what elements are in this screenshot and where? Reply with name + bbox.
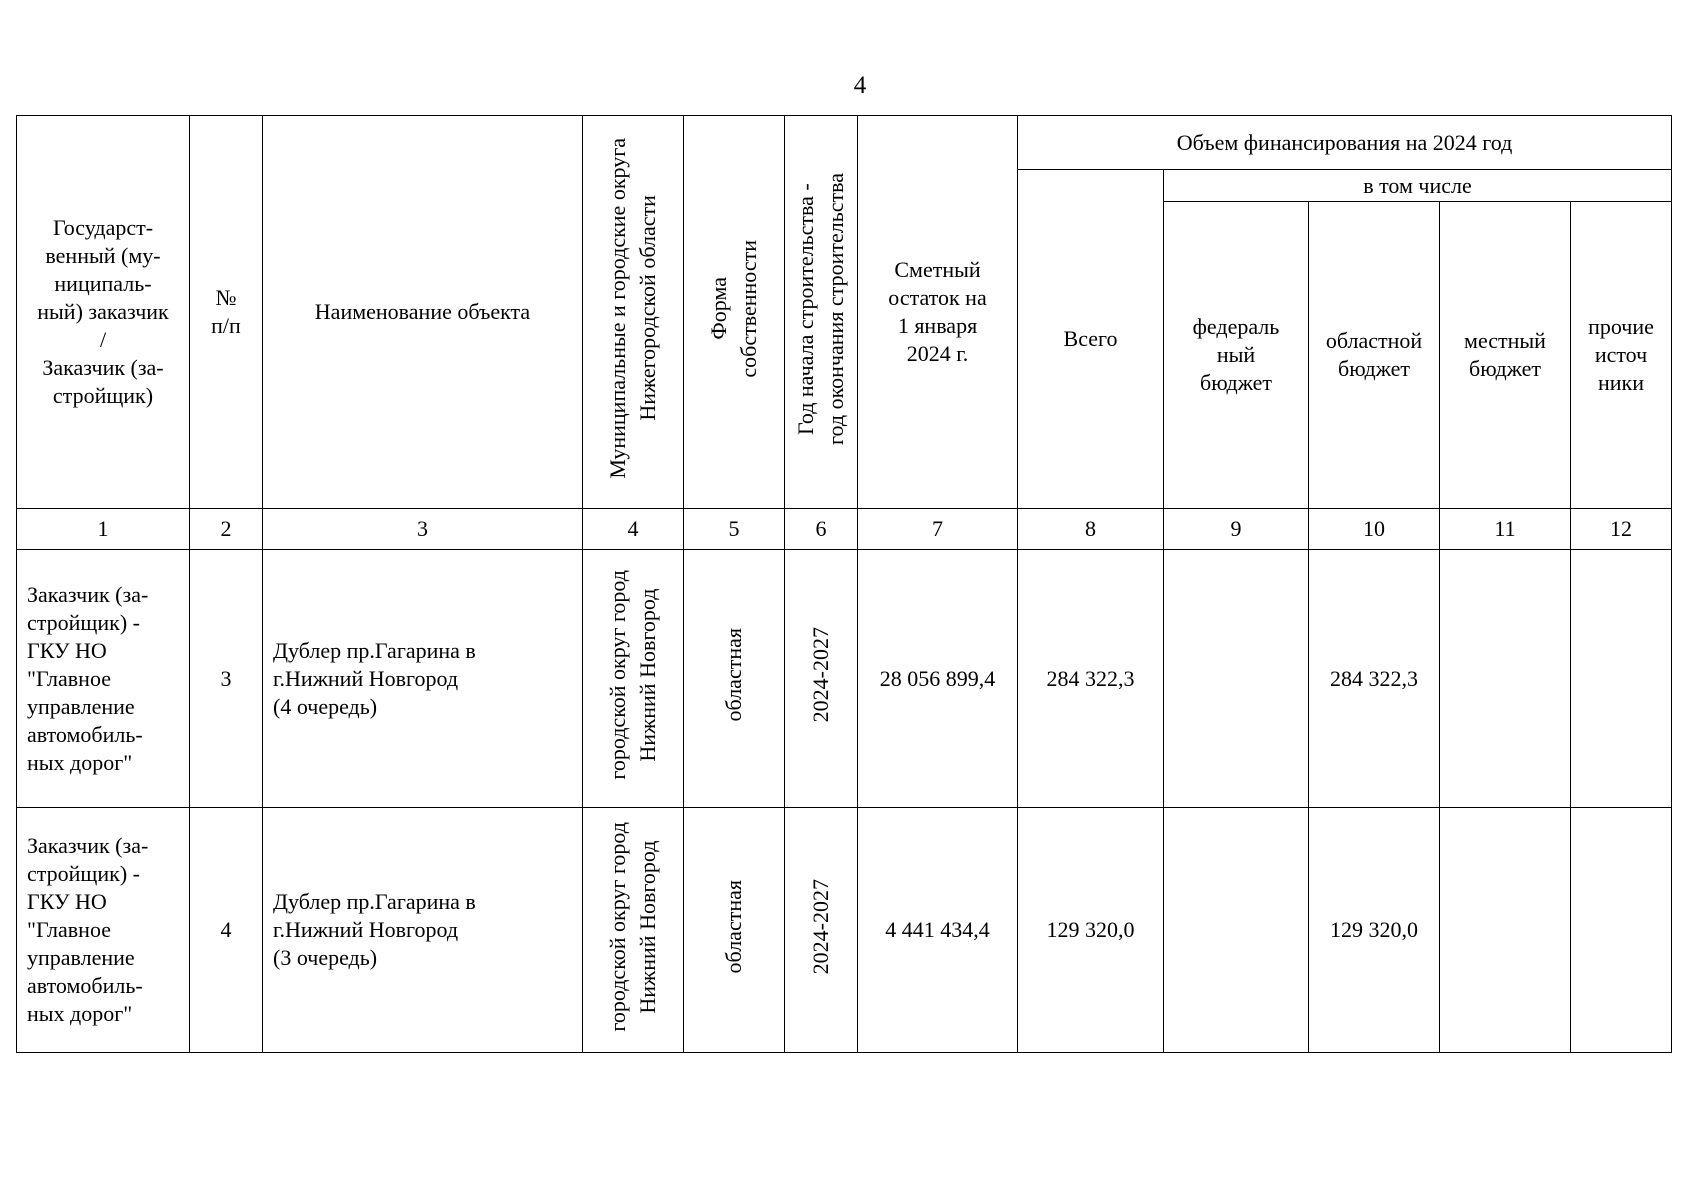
customer-cell: Заказчик (за- стройщик) - ГКУ НО "Главное управление автомобиль- ных дорог" — [17, 550, 190, 808]
customer-cell: Заказчик (за- стройщик) - ГКУ НО "Главное управление автомобиль- ных дорог" — [17, 808, 190, 1053]
header-local: местный бюджет — [1440, 202, 1571, 509]
municipality-cell: городской округ город Нижний Новгород — [583, 808, 684, 1053]
column-number: 11 — [1440, 509, 1571, 550]
federal-cell — [1164, 550, 1309, 808]
page-number: 4 — [853, 72, 867, 99]
header-regional: областной бюджет — [1309, 202, 1440, 509]
column-number: 6 — [785, 509, 858, 550]
header-including: в том числе — [1164, 170, 1672, 202]
column-number: 1 — [17, 509, 190, 550]
estimate-cell: 4 441 434,4 — [858, 808, 1018, 1053]
years-cell: 2024-2027 — [785, 550, 858, 808]
header-object-name: Наименование объекта — [263, 116, 583, 509]
header-total: Всего — [1018, 170, 1164, 509]
estimate-cell: 28 056 899,4 — [858, 550, 1018, 808]
header-num: № п/п — [190, 116, 263, 509]
object-name-cell: Дублер пр.Гагарина в г.Нижний Новгород (3 очередь) — [263, 808, 583, 1053]
header-other: прочие источ ники — [1571, 202, 1672, 509]
header-years: Год начала строительства - год окончания строительства — [785, 116, 858, 509]
other-cell — [1571, 550, 1672, 808]
header-federal: федераль ный бюджет — [1164, 202, 1309, 509]
column-number: 10 — [1309, 509, 1440, 550]
header-customer: Государст- венный (му- ниципаль- ный) заказчик / Заказчик (за- стройщик) — [17, 116, 190, 509]
column-number: 12 — [1571, 509, 1672, 550]
construction-funding-table — [16, 115, 1672, 1053]
local-cell — [1440, 550, 1571, 808]
local-cell — [1440, 808, 1571, 1053]
table-row — [17, 550, 1672, 808]
column-number: 3 — [263, 509, 583, 550]
column-number-row — [17, 509, 1672, 550]
total-cell: 284 322,3 — [1018, 550, 1164, 808]
column-number: 8 — [1018, 509, 1164, 550]
header-ownership: Форма собственности — [684, 116, 785, 509]
header-funding-group: Объем финансирования на 2024 год — [1018, 116, 1672, 170]
total-cell: 129 320,0 — [1018, 808, 1164, 1053]
object-name-cell: Дублер пр.Гагарина в г.Нижний Новгород (4 очередь) — [263, 550, 583, 808]
federal-cell — [1164, 808, 1309, 1053]
column-number: 5 — [684, 509, 785, 550]
header-municipality: Муниципальные и городские округа Нижегородской области — [583, 116, 684, 509]
regional-cell: 284 322,3 — [1309, 550, 1440, 808]
column-number: 7 — [858, 509, 1018, 550]
column-number: 9 — [1164, 509, 1309, 550]
header-estimate: Сметный остаток на 1 января 2024 г. — [858, 116, 1018, 509]
municipality-cell: городской округ город Нижний Новгород — [583, 550, 684, 808]
ownership-cell: областная — [684, 550, 785, 808]
years-cell: 2024-2027 — [785, 808, 858, 1053]
table-row — [17, 808, 1672, 1053]
ownership-cell: областная — [684, 808, 785, 1053]
column-number: 2 — [190, 509, 263, 550]
column-number: 4 — [583, 509, 684, 550]
num-cell: 4 — [190, 808, 263, 1053]
other-cell — [1571, 808, 1672, 1053]
regional-cell: 129 320,0 — [1309, 808, 1440, 1053]
num-cell: 3 — [190, 550, 263, 808]
